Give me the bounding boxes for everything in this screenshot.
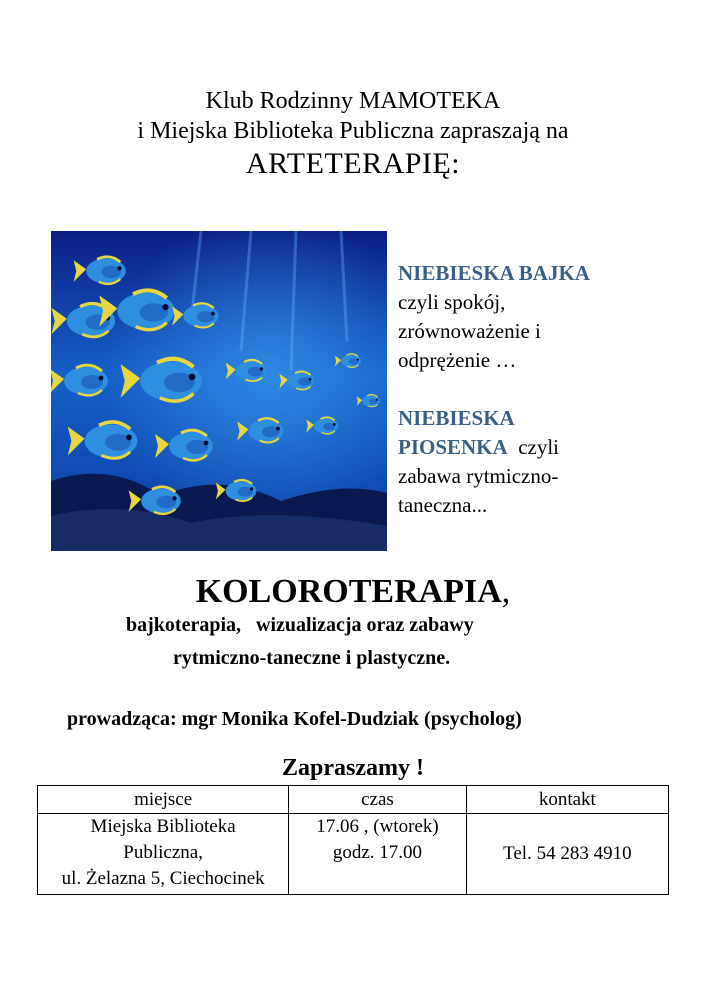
place-line: ul. Żelazna 5, Ciechocinek <box>61 868 265 889</box>
intro-line-1: Klub Rodzinny MAMOTEKA <box>205 88 501 114</box>
header-miejsce: miejsce <box>38 786 289 814</box>
title-niebieska-piosenka-1: NIEBIESKA <box>398 406 515 430</box>
description-line-2: rytmiczno-taneczne i plastyczne. <box>173 647 451 669</box>
koloroterapia-comma: , <box>501 573 511 610</box>
cell-contact: Tel. 54 283 4910 <box>466 814 668 895</box>
header-czas: czas <box>289 786 466 814</box>
side-line: odprężenie … <box>398 348 517 372</box>
table-row <box>38 814 669 895</box>
fish-photo <box>51 231 387 551</box>
side-line: czyli <box>507 435 559 459</box>
header-kontakt: kontakt <box>466 786 668 814</box>
intro-line-2: i Miejska Biblioteka Publiczna zapraszają na <box>137 118 569 144</box>
place-line: Miejska Biblioteka <box>90 816 236 837</box>
leader-line: prowadząca: mgr Monika Kofel-Dudziak (psycholog) <box>67 708 522 730</box>
side-text <box>398 259 688 520</box>
info-table <box>37 785 669 895</box>
koloroterapia-title: KOLOROTERAPIA <box>195 573 502 610</box>
title-niebieska-bajka: NIEBIESKA BAJKA <box>398 261 590 285</box>
cell-place <box>38 814 289 895</box>
description-line-1: bajkoterapia, wizualizacja oraz zabawy <box>126 614 474 636</box>
side-line: zabawa rytmiczno- <box>398 464 559 488</box>
time-line: godz. 17.00 <box>332 842 423 863</box>
side-line: taneczna... <box>398 493 488 517</box>
koloroterapia-heading <box>0 571 706 613</box>
title-niebieska-piosenka-2: PIOSENKA <box>398 435 508 459</box>
side-line: zrównoważenie i <box>398 319 541 343</box>
cell-time <box>289 814 466 895</box>
table-header-row <box>38 786 669 814</box>
headline-arteterapia: ARTETERAPIĘ: <box>245 147 461 180</box>
time-line: 17.06 , (wtorek) <box>316 816 439 837</box>
invite-text: Zapraszamy ! <box>282 755 424 781</box>
place-line: Publiczna, <box>123 842 203 863</box>
side-line: czyli spokój, <box>398 290 506 314</box>
